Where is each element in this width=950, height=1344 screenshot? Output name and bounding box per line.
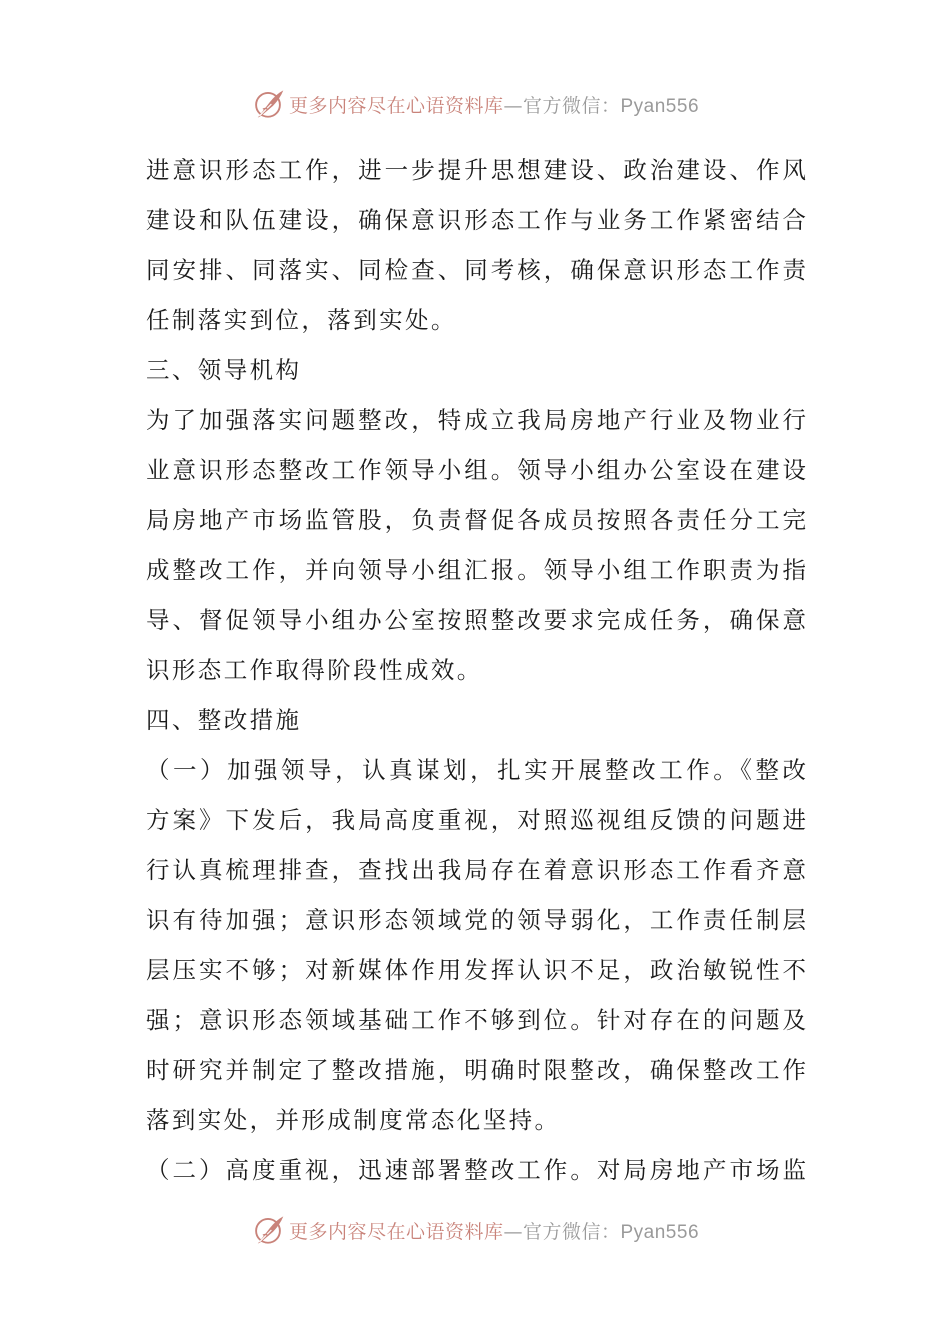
document-body — [146, 145, 806, 1195]
body-line: 强；意识形态领域基础工作不够到位。针对存在的问题及 — [146, 1006, 806, 1034]
body-line: 识有待加强；意识形态领域党的领导弱化，工作责任制层 — [146, 906, 806, 934]
quill-pen-icon — [251, 87, 285, 121]
body-line: 导、督促领导小组办公室按照整改要求完成任务，确保意 — [146, 606, 806, 634]
body-line: 层压实不够；对新媒体作用发挥认识不足，政治敏锐性不 — [146, 956, 806, 984]
body-line: 行认真梳理排查，查找出我局存在着意识形态工作看齐意 — [146, 856, 806, 884]
watermark-contact-label: 官方微信： — [522, 94, 621, 117]
body-line: 为了加强落实问题整改，特成立我局房地产行业及物业行 — [146, 406, 806, 434]
body-line: 建设和队伍建设，确保意识形态工作与业务工作紧密结合 — [146, 206, 806, 234]
body-line: 同安排、同落实、同检查、同考核，确保意识形态工作责 — [146, 256, 806, 284]
body-line: 识形态工作取得阶段性成效。 — [146, 656, 483, 684]
body-line: 局房地产市场监管股，负责督促各成员按照各责任分工完 — [146, 506, 806, 534]
watermark-site-text: 更多内容尽在心语资料库 — [288, 1220, 504, 1243]
watermark-header — [0, 84, 950, 124]
watermark-dash: — — [503, 94, 523, 117]
section-heading: 三、领导机构 — [146, 356, 302, 384]
body-line: 任制落实到位，落到实处。 — [146, 306, 457, 334]
body-line: 成整改工作，并向领导小组汇报。领导小组工作职责为指 — [146, 556, 806, 584]
watermark-wechat-id: Pyan556 — [620, 95, 700, 117]
watermark-contact-label: 官方微信： — [522, 1220, 621, 1243]
body-line: 落到实处，并形成制度常态化坚持。 — [146, 1106, 561, 1134]
watermark-text — [289, 91, 699, 118]
watermark-footer — [0, 1210, 950, 1250]
body-line: 时研究并制定了整改措施，明确时限整改，确保整改工作 — [146, 1056, 806, 1084]
watermark-text — [289, 1217, 699, 1244]
body-line: 进意识形态工作，进一步提升思想建设、政治建设、作风 — [146, 156, 806, 184]
watermark-dash: — — [503, 1220, 523, 1243]
body-line: （一）加强领导，认真谋划，扎实开展整改工作。《整改 — [146, 756, 806, 784]
section-heading: 四、整改措施 — [146, 706, 302, 734]
body-line: 方案》下发后，我局高度重视，对照巡视组反馈的问题进 — [146, 806, 806, 834]
quill-pen-icon — [251, 1213, 285, 1247]
body-line: （二）高度重视，迅速部署整改工作。对局房地产市场监 — [146, 1156, 806, 1184]
watermark-wechat-id: Pyan556 — [620, 1221, 700, 1243]
watermark-site-text: 更多内容尽在心语资料库 — [288, 94, 504, 117]
body-line: 业意识形态整改工作领导小组。领导小组办公室设在建设 — [146, 456, 806, 484]
